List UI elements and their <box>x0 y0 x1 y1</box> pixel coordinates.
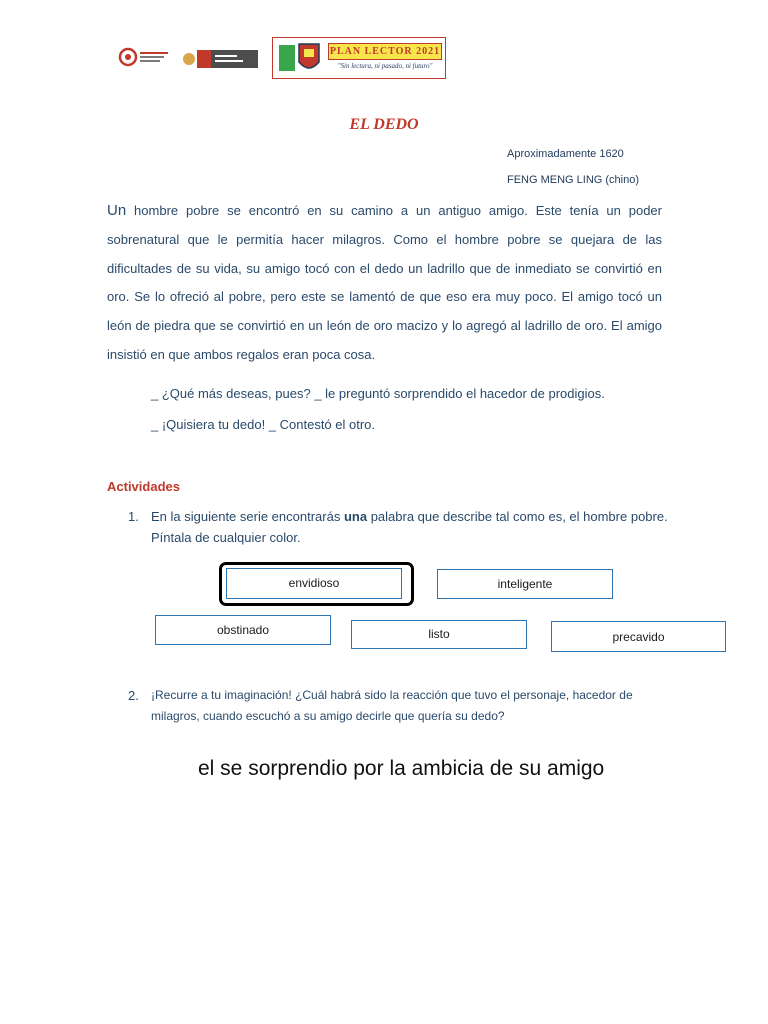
plan-lector-banner: PLAN LECTOR 2021 <box>328 43 442 60</box>
question-1-text-end: palabra que describe tal como es, el hombre pobre. Píntala de cualquier color. <box>151 509 668 545</box>
word-box-precavido[interactable]: precavido <box>551 621 726 652</box>
question-1-emphasis: una <box>343 509 368 524</box>
university-logo <box>117 46 172 68</box>
activities-heading: Actividades <box>107 479 180 494</box>
dialog-line-1: _ ¿Qué más deseas, pues? _ le preguntó sorprendido el hacedor de prodigios. <box>151 386 605 401</box>
word-box-envidioso[interactable]: envidioso <box>226 568 402 599</box>
drop-cap: Un <box>107 202 127 219</box>
student-answer[interactable]: el se sorprendio por la ambicia de su amigo <box>198 757 605 780</box>
word-box-listo[interactable]: listo <box>351 620 527 649</box>
story-date: Aproximadamente 1620 <box>507 148 624 160</box>
plan-lector-motto: "Sin lectura, ni pasado, ni futuro" <box>337 62 433 70</box>
story-paragraph <box>107 197 662 370</box>
story-author: FENG MENG LING (chino) <box>507 174 640 186</box>
plan-lector-logo <box>272 37 446 79</box>
story-title: EL DEDO <box>349 116 419 133</box>
question-1-number: 1. <box>128 509 139 524</box>
word-box-obstinado[interactable]: obstinado <box>155 615 331 645</box>
question-1-text-start: En la siguiente serie encontrarás <box>151 509 344 524</box>
ministry-logo <box>182 46 260 72</box>
school-crest-icon <box>277 41 323 75</box>
story-body: hombre pobre se encontró en su camino a un antiguo amigo. Este tenía un poder sobrenatural que le permitía hacer milagros. Como el hombre pobre se quejara de las dificultades de su vida, su amigo tocó con el dedo un ladrillo que de inmediato se convirtió en oro. Se lo ofreció al pobre, pero este se lamentó de que eso era muy poco. El amigo tocó un león de piedra que se convirtió en un león de oro macizo y lo agregó al ladrillo de oro. El amigo insistió en que ambos regalos eran poca cosa. <box>107 203 662 362</box>
word-box-inteligente[interactable]: inteligente <box>437 569 613 599</box>
dialog-line-2: _ ¡Quisiera tu dedo! _ Contestó el otro. <box>151 417 376 432</box>
question-2-text: ¡Recurre a tu imaginación! ¿Cuál habrá sido la reacción que tuvo el personaje, hacedor de milagros, cuando escuchó a su amigo decirle que quería su dedo? <box>151 688 633 723</box>
question-2-number: 2. <box>128 688 139 703</box>
question-1-text <box>151 506 671 548</box>
